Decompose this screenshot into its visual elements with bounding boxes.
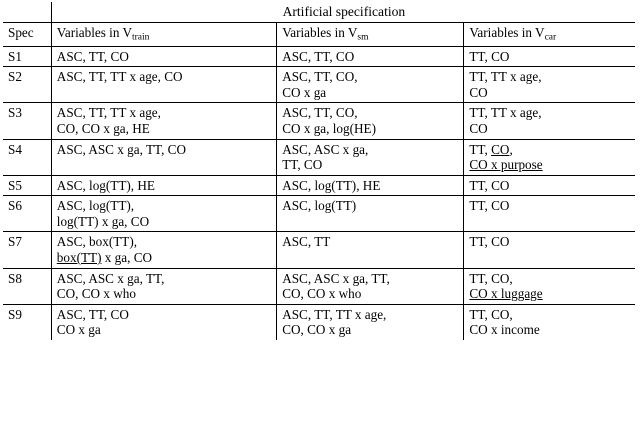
- emphasis-underline: box(TT): [56, 249, 102, 265]
- cell-line: CO x income: [469, 322, 540, 338]
- table-row: [3, 196, 635, 232]
- cell-line: ASC, TT, TT x age,: [56, 105, 161, 121]
- v-train-cell: [51, 196, 276, 232]
- spec-id-cell: S7: [3, 232, 51, 268]
- cell-line: TT, CO,: [469, 141, 513, 157]
- table-body: [3, 46, 635, 340]
- v-train-cell: [51, 103, 276, 139]
- v-sm-cell: [277, 304, 464, 340]
- v-train-cell: [51, 232, 276, 268]
- cell-line: [469, 157, 631, 173]
- cell-line: ASC, TT: [282, 234, 331, 250]
- cell-line: ASC, ASC x ga,: [282, 141, 369, 157]
- cell-line: CO, CO x who: [56, 286, 136, 302]
- cell-line: TT, CO: [469, 198, 510, 214]
- header-v-car-subscript: car: [544, 32, 557, 43]
- v-car-cell: [464, 175, 635, 196]
- cell-line: ASC, box(TT),: [56, 234, 138, 250]
- spec-id-cell: S6: [3, 196, 51, 232]
- emphasis-underline: CO x purpose: [469, 157, 543, 173]
- cell-line: TT, CO,: [469, 306, 513, 322]
- v-sm-cell: [277, 196, 464, 232]
- table-row: [3, 232, 635, 268]
- table-title-row: [3, 2, 635, 23]
- cell-line: ASC, ASC x ga, TT, CO: [56, 141, 187, 157]
- spec-id-cell: S2: [3, 67, 51, 103]
- v-train-cell: [51, 67, 276, 103]
- v-train-cell: [51, 268, 276, 304]
- v-car-cell: [464, 268, 635, 304]
- cell-line: TT, CO: [469, 234, 510, 250]
- header-v-car: Variables in $V_{car}$: [464, 23, 635, 47]
- cell-line: TT, CO: [469, 48, 510, 64]
- v-car-cell: [464, 67, 635, 103]
- v-sm-cell: [277, 46, 464, 67]
- cell-line: ASC, TT, CO,: [282, 69, 358, 85]
- v-car-cell: [464, 103, 635, 139]
- cell-line: ASC, TT, CO: [56, 48, 129, 64]
- emphasis-underline: CO: [491, 141, 510, 157]
- v-sm-cell: [277, 232, 464, 268]
- cell-line: CO x ga: [56, 322, 101, 338]
- header-v-sm: Variables in $V_{sm}$: [277, 23, 464, 47]
- header-spec: Spec: [3, 23, 51, 47]
- cell-line: ASC, TT, CO: [282, 48, 355, 64]
- v-sm-cell: [277, 103, 464, 139]
- cell-line: CO: [469, 84, 488, 100]
- cell-line: ASC, TT, TT x age,: [282, 306, 387, 322]
- cell-line: ASC, log(TT), HE: [282, 177, 381, 193]
- table-row: [3, 46, 635, 67]
- cell-line: TT, CO: [282, 157, 323, 173]
- v-car-cell: [464, 232, 635, 268]
- cell-line: ASC, TT, TT x age, CO: [56, 69, 183, 85]
- title-spacer: [3, 2, 51, 23]
- cell-line: ASC, ASC x ga, TT,: [56, 270, 165, 286]
- table-title: Artificial specification: [51, 2, 635, 23]
- header-v-train: Variables in $V_{train}$: [51, 23, 276, 47]
- table-row: [3, 67, 635, 103]
- cell-line: TT, CO,: [469, 270, 513, 286]
- table-row: [3, 304, 635, 340]
- v-sm-cell: [277, 175, 464, 196]
- spec-id-cell: S8: [3, 268, 51, 304]
- artificial-specification-table: [3, 2, 635, 340]
- v-train-cell: [51, 175, 276, 196]
- cell-line: [469, 286, 631, 302]
- spec-id-cell: S1: [3, 46, 51, 67]
- cell-line: ASC, log(TT), HE: [56, 177, 155, 193]
- cell-line: ASC, log(TT),: [56, 198, 135, 214]
- header-v-train-subscript: train: [132, 32, 150, 43]
- spec-id-cell: S5: [3, 175, 51, 196]
- cell-line: log(TT) x ga, CO: [56, 213, 150, 229]
- cell-line: CO x ga: [282, 84, 327, 100]
- v-car-cell: [464, 196, 635, 232]
- v-sm-cell: [277, 67, 464, 103]
- header-v-sm-subscript: sm: [357, 32, 369, 43]
- spec-id-cell: S4: [3, 139, 51, 175]
- spec-id-cell: S9: [3, 304, 51, 340]
- cell-line: ASC, ASC x ga, TT,: [282, 270, 390, 286]
- v-train-cell: [51, 46, 276, 67]
- cell-line: CO, CO x ga, HE: [56, 120, 150, 136]
- cell-line: ASC, TT, CO,: [282, 105, 358, 121]
- cell-line: ASC, TT, CO: [56, 306, 129, 322]
- cell-line: TT, CO: [469, 177, 510, 193]
- cell-line: CO x ga, log(HE): [282, 120, 376, 136]
- cell-line: CO: [469, 120, 488, 136]
- emphasis-underline: CO x luggage: [469, 286, 543, 302]
- v-train-cell: [51, 304, 276, 340]
- table-row: [3, 268, 635, 304]
- cell-line: ASC, log(TT): [282, 198, 357, 214]
- cell-line: TT, TT x age,: [469, 105, 542, 121]
- v-train-cell: [51, 139, 276, 175]
- cell-line: CO, CO x who: [282, 286, 362, 302]
- cell-line: box(TT) x ga, CO: [56, 249, 153, 265]
- v-sm-cell: [277, 139, 464, 175]
- v-sm-cell: [277, 268, 464, 304]
- v-car-cell: [464, 139, 635, 175]
- table-row: [3, 175, 635, 196]
- table-header-row: [3, 23, 635, 47]
- cell-line: CO, CO x ga: [282, 322, 352, 338]
- spec-id-cell: S3: [3, 103, 51, 139]
- cell-line: TT, TT x age,: [469, 69, 542, 85]
- v-car-cell: [464, 46, 635, 67]
- v-car-cell: [464, 304, 635, 340]
- table-row: [3, 139, 635, 175]
- table-row: [3, 103, 635, 139]
